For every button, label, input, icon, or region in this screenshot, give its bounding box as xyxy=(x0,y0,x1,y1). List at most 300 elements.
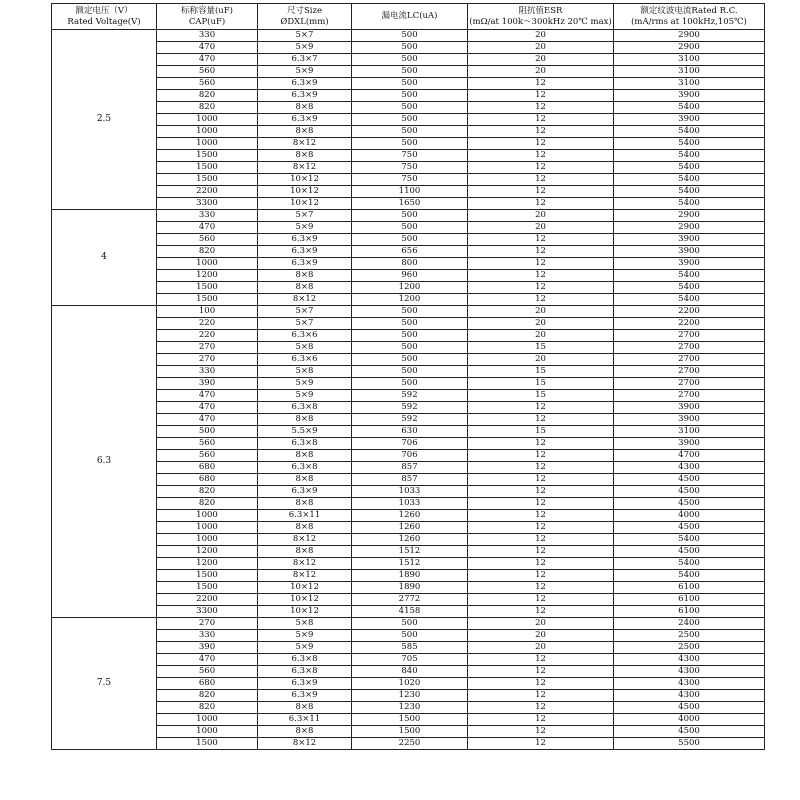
size-cell: 5×8 xyxy=(258,342,352,354)
cap-cell: 1500 xyxy=(157,738,258,750)
table-row xyxy=(52,654,765,666)
table-row xyxy=(52,246,765,258)
esr-cell: 12 xyxy=(468,150,614,162)
cap-cell: 220 xyxy=(157,330,258,342)
lc-cell: 500 xyxy=(352,78,468,90)
lc-cell: 1230 xyxy=(352,702,468,714)
cap-cell: 820 xyxy=(157,246,258,258)
table-row xyxy=(52,294,765,306)
lc-cell: 500 xyxy=(352,318,468,330)
esr-cell: 12 xyxy=(468,438,614,450)
cap-cell: 680 xyxy=(157,462,258,474)
lc-cell: 500 xyxy=(352,42,468,54)
ripple-cell: 5400 xyxy=(614,174,765,186)
size-cell: 8×8 xyxy=(258,498,352,510)
esr-cell: 20 xyxy=(468,30,614,42)
lc-cell: 500 xyxy=(352,234,468,246)
size-cell: 8×8 xyxy=(258,726,352,738)
size-cell: 8×8 xyxy=(258,702,352,714)
lc-cell: 500 xyxy=(352,354,468,366)
lc-cell: 500 xyxy=(352,138,468,150)
cap-cell: 820 xyxy=(157,90,258,102)
cap-cell: 1000 xyxy=(157,522,258,534)
esr-cell: 12 xyxy=(468,246,614,258)
lc-cell: 1500 xyxy=(352,726,468,738)
esr-cell: 12 xyxy=(468,522,614,534)
size-cell: 8×12 xyxy=(258,138,352,150)
lc-cell: 656 xyxy=(352,246,468,258)
esr-cell: 12 xyxy=(468,402,614,414)
table-row xyxy=(52,402,765,414)
esr-cell: 12 xyxy=(468,654,614,666)
cap-cell: 820 xyxy=(157,690,258,702)
esr-cell: 15 xyxy=(468,378,614,390)
table-row xyxy=(52,270,765,282)
table-row xyxy=(52,498,765,510)
lc-cell: 1260 xyxy=(352,510,468,522)
lc-cell: 500 xyxy=(352,378,468,390)
lc-cell: 500 xyxy=(352,126,468,138)
table-row xyxy=(52,78,765,90)
cap-cell: 1000 xyxy=(157,126,258,138)
size-cell: 8×12 xyxy=(258,162,352,174)
size-cell: 5×8 xyxy=(258,618,352,630)
esr-cell: 20 xyxy=(468,42,614,54)
size-cell: 10×12 xyxy=(258,186,352,198)
table-row xyxy=(52,570,765,582)
ripple-cell: 2700 xyxy=(614,330,765,342)
esr-cell: 12 xyxy=(468,606,614,618)
lc-cell: 857 xyxy=(352,474,468,486)
esr-cell: 12 xyxy=(468,114,614,126)
table-row xyxy=(52,114,765,126)
esr-cell: 12 xyxy=(468,162,614,174)
ripple-cell: 5400 xyxy=(614,102,765,114)
size-cell: 5×7 xyxy=(258,210,352,222)
size-cell: 6.3×8 xyxy=(258,438,352,450)
cap-cell: 820 xyxy=(157,702,258,714)
table-row xyxy=(52,546,765,558)
esr-cell: 12 xyxy=(468,258,614,270)
size-cell: 10×12 xyxy=(258,198,352,210)
voltage-cell: 4 xyxy=(52,210,157,306)
esr-cell: 12 xyxy=(468,270,614,282)
ripple-cell: 2900 xyxy=(614,210,765,222)
cap-cell: 3300 xyxy=(157,198,258,210)
table-row xyxy=(52,222,765,234)
table-row xyxy=(52,510,765,522)
ripple-cell: 3900 xyxy=(614,414,765,426)
size-cell: 6.3×6 xyxy=(258,354,352,366)
ripple-cell: 2900 xyxy=(614,30,765,42)
esr-cell: 20 xyxy=(468,618,614,630)
ripple-cell: 2700 xyxy=(614,342,765,354)
cap-cell: 470 xyxy=(157,402,258,414)
ripple-cell: 2900 xyxy=(614,222,765,234)
ripple-cell: 5400 xyxy=(614,270,765,282)
size-cell: 10×12 xyxy=(258,594,352,606)
esr-cell: 12 xyxy=(468,186,614,198)
table-row xyxy=(52,690,765,702)
size-cell: 6.3×9 xyxy=(258,114,352,126)
ripple-cell: 3900 xyxy=(614,246,765,258)
esr-cell: 20 xyxy=(468,642,614,654)
table-row xyxy=(52,198,765,210)
table-row xyxy=(52,330,765,342)
size-cell: 8×12 xyxy=(258,570,352,582)
lc-cell: 592 xyxy=(352,402,468,414)
size-cell: 10×12 xyxy=(258,582,352,594)
table-row xyxy=(52,462,765,474)
cap-cell: 560 xyxy=(157,234,258,246)
table-row xyxy=(52,318,765,330)
ripple-cell: 2900 xyxy=(614,42,765,54)
capacitor-spec-table xyxy=(51,3,765,750)
table-row xyxy=(52,126,765,138)
esr-cell: 20 xyxy=(468,306,614,318)
lc-cell: 500 xyxy=(352,102,468,114)
ripple-cell: 4500 xyxy=(614,474,765,486)
ripple-cell: 2700 xyxy=(614,390,765,402)
size-cell: 5×9 xyxy=(258,630,352,642)
esr-cell: 20 xyxy=(468,330,614,342)
size-cell: 5×9 xyxy=(258,390,352,402)
cap-cell: 820 xyxy=(157,486,258,498)
lc-cell: 706 xyxy=(352,438,468,450)
table-row xyxy=(52,306,765,318)
ripple-cell: 5400 xyxy=(614,186,765,198)
cap-cell: 1000 xyxy=(157,726,258,738)
table-row xyxy=(52,210,765,222)
table-row xyxy=(52,354,765,366)
cap-cell: 390 xyxy=(157,642,258,654)
ripple-cell: 4500 xyxy=(614,702,765,714)
lc-cell: 500 xyxy=(352,618,468,630)
esr-cell: 12 xyxy=(468,702,614,714)
table-row xyxy=(52,54,765,66)
esr-cell: 12 xyxy=(468,474,614,486)
size-cell: 8×8 xyxy=(258,150,352,162)
cap-cell: 560 xyxy=(157,666,258,678)
ripple-cell: 4500 xyxy=(614,486,765,498)
lc-cell: 500 xyxy=(352,90,468,102)
cap-cell: 1500 xyxy=(157,150,258,162)
size-cell: 5.5×9 xyxy=(258,426,352,438)
table-row xyxy=(52,342,765,354)
header-leakage-current: 漏电流LC(uA) xyxy=(352,4,468,30)
ripple-cell: 4300 xyxy=(614,654,765,666)
size-cell: 5×8 xyxy=(258,366,352,378)
table-row xyxy=(52,642,765,654)
table-row xyxy=(52,702,765,714)
esr-cell: 15 xyxy=(468,426,614,438)
lc-cell: 1500 xyxy=(352,714,468,726)
ripple-cell: 4300 xyxy=(614,690,765,702)
ripple-cell: 3100 xyxy=(614,54,765,66)
esr-cell: 12 xyxy=(468,510,614,522)
lc-cell: 1512 xyxy=(352,558,468,570)
cap-cell: 470 xyxy=(157,222,258,234)
size-cell: 5×9 xyxy=(258,42,352,54)
ripple-cell: 3100 xyxy=(614,66,765,78)
ripple-cell: 5400 xyxy=(614,162,765,174)
ripple-cell: 3900 xyxy=(614,258,765,270)
esr-cell: 15 xyxy=(468,366,614,378)
voltage-cell: 2.5 xyxy=(52,30,157,210)
lc-cell: 4158 xyxy=(352,606,468,618)
cap-cell: 330 xyxy=(157,30,258,42)
esr-cell: 12 xyxy=(468,558,614,570)
lc-cell: 2250 xyxy=(352,738,468,750)
table-row xyxy=(52,258,765,270)
lc-cell: 585 xyxy=(352,642,468,654)
lc-cell: 500 xyxy=(352,66,468,78)
esr-cell: 20 xyxy=(468,210,614,222)
size-cell: 8×12 xyxy=(258,558,352,570)
ripple-cell: 6100 xyxy=(614,582,765,594)
ripple-cell: 3900 xyxy=(614,438,765,450)
size-cell: 8×8 xyxy=(258,450,352,462)
table-row xyxy=(52,486,765,498)
cap-cell: 270 xyxy=(157,342,258,354)
cap-cell: 680 xyxy=(157,678,258,690)
lc-cell: 500 xyxy=(352,330,468,342)
size-cell: 8×12 xyxy=(258,294,352,306)
table-row xyxy=(52,630,765,642)
size-cell: 8×8 xyxy=(258,474,352,486)
size-cell: 6.3×7 xyxy=(258,54,352,66)
lc-cell: 1260 xyxy=(352,534,468,546)
cap-cell: 2200 xyxy=(157,186,258,198)
lc-cell: 1100 xyxy=(352,186,468,198)
table-row xyxy=(52,678,765,690)
lc-cell: 1650 xyxy=(352,198,468,210)
ripple-cell: 2200 xyxy=(614,318,765,330)
size-cell: 6.3×9 xyxy=(258,678,352,690)
esr-cell: 20 xyxy=(468,66,614,78)
esr-cell: 12 xyxy=(468,546,614,558)
esr-cell: 12 xyxy=(468,486,614,498)
ripple-cell: 2700 xyxy=(614,378,765,390)
table-row xyxy=(52,390,765,402)
lc-cell: 500 xyxy=(352,222,468,234)
cap-cell: 1200 xyxy=(157,546,258,558)
cap-cell: 820 xyxy=(157,102,258,114)
size-cell: 5×7 xyxy=(258,30,352,42)
cap-cell: 470 xyxy=(157,414,258,426)
table-row xyxy=(52,414,765,426)
cap-cell: 1200 xyxy=(157,270,258,282)
size-cell: 6.3×11 xyxy=(258,714,352,726)
size-cell: 6.3×9 xyxy=(258,486,352,498)
table-row xyxy=(52,450,765,462)
cap-cell: 560 xyxy=(157,450,258,462)
ripple-cell: 5400 xyxy=(614,198,765,210)
cap-cell: 1200 xyxy=(157,558,258,570)
table-row xyxy=(52,234,765,246)
cap-cell: 500 xyxy=(157,426,258,438)
table-row xyxy=(52,186,765,198)
header-esr: 阻抗值ESR (mΩ/at 100k～300kHz 20℃ max) xyxy=(468,4,614,30)
cap-cell: 1000 xyxy=(157,114,258,126)
table-row xyxy=(52,474,765,486)
ripple-cell: 2700 xyxy=(614,366,765,378)
ripple-cell: 2700 xyxy=(614,354,765,366)
lc-cell: 500 xyxy=(352,54,468,66)
voltage-cell: 7.5 xyxy=(52,618,157,750)
size-cell: 8×8 xyxy=(258,522,352,534)
ripple-cell: 5400 xyxy=(614,150,765,162)
cap-cell: 1500 xyxy=(157,294,258,306)
size-cell: 6.3×8 xyxy=(258,666,352,678)
size-cell: 10×12 xyxy=(258,606,352,618)
cap-cell: 470 xyxy=(157,390,258,402)
cap-cell: 270 xyxy=(157,618,258,630)
esr-cell: 12 xyxy=(468,678,614,690)
table-row xyxy=(52,714,765,726)
ripple-cell: 2400 xyxy=(614,618,765,630)
lc-cell: 500 xyxy=(352,210,468,222)
size-cell: 10×12 xyxy=(258,174,352,186)
cap-cell: 330 xyxy=(157,210,258,222)
cap-cell: 1000 xyxy=(157,714,258,726)
size-cell: 6.3×9 xyxy=(258,234,352,246)
ripple-cell: 4300 xyxy=(614,678,765,690)
size-cell: 8×8 xyxy=(258,126,352,138)
ripple-cell: 4000 xyxy=(614,510,765,522)
esr-cell: 12 xyxy=(468,462,614,474)
size-cell: 5×9 xyxy=(258,378,352,390)
size-cell: 8×8 xyxy=(258,102,352,114)
lc-cell: 705 xyxy=(352,654,468,666)
size-cell: 6.3×9 xyxy=(258,78,352,90)
lc-cell: 750 xyxy=(352,174,468,186)
esr-cell: 20 xyxy=(468,222,614,234)
cap-cell: 680 xyxy=(157,474,258,486)
table-row xyxy=(52,282,765,294)
lc-cell: 960 xyxy=(352,270,468,282)
esr-cell: 12 xyxy=(468,450,614,462)
ripple-cell: 5400 xyxy=(614,534,765,546)
lc-cell: 500 xyxy=(352,342,468,354)
esr-cell: 20 xyxy=(468,630,614,642)
table-row xyxy=(52,138,765,150)
ripple-cell: 2500 xyxy=(614,642,765,654)
lc-cell: 1512 xyxy=(352,546,468,558)
ripple-cell: 6100 xyxy=(614,594,765,606)
table-row xyxy=(52,162,765,174)
esr-cell: 12 xyxy=(468,102,614,114)
lc-cell: 1200 xyxy=(352,294,468,306)
header-rated-voltage: 额定电压（V） Rated Voltage(V) xyxy=(52,4,157,30)
ripple-cell: 5400 xyxy=(614,126,765,138)
esr-cell: 12 xyxy=(468,282,614,294)
ripple-cell: 4500 xyxy=(614,726,765,738)
ripple-cell: 3900 xyxy=(614,234,765,246)
ripple-cell: 3100 xyxy=(614,426,765,438)
esr-cell: 20 xyxy=(468,354,614,366)
size-cell: 8×8 xyxy=(258,270,352,282)
size-cell: 5×9 xyxy=(258,66,352,78)
cap-cell: 3300 xyxy=(157,606,258,618)
esr-cell: 12 xyxy=(468,570,614,582)
table-row xyxy=(52,738,765,750)
lc-cell: 1020 xyxy=(352,678,468,690)
esr-cell: 12 xyxy=(468,414,614,426)
size-cell: 6.3×9 xyxy=(258,246,352,258)
ripple-cell: 2200 xyxy=(614,306,765,318)
lc-cell: 1033 xyxy=(352,498,468,510)
size-cell: 5×7 xyxy=(258,318,352,330)
cap-cell: 100 xyxy=(157,306,258,318)
ripple-cell: 3900 xyxy=(614,402,765,414)
lc-cell: 750 xyxy=(352,150,468,162)
cap-cell: 1500 xyxy=(157,282,258,294)
ripple-cell: 4300 xyxy=(614,462,765,474)
table-row xyxy=(52,618,765,630)
lc-cell: 1033 xyxy=(352,486,468,498)
size-cell: 8×8 xyxy=(258,414,352,426)
ripple-cell: 5400 xyxy=(614,138,765,150)
esr-cell: 12 xyxy=(468,714,614,726)
header-capacitance: 标称容量(uF) CAP(uF) xyxy=(157,4,258,30)
cap-cell: 470 xyxy=(157,42,258,54)
table-row xyxy=(52,534,765,546)
size-cell: 5×7 xyxy=(258,306,352,318)
lc-cell: 500 xyxy=(352,114,468,126)
cap-cell: 1500 xyxy=(157,162,258,174)
table-row xyxy=(52,438,765,450)
cap-cell: 270 xyxy=(157,354,258,366)
esr-cell: 12 xyxy=(468,198,614,210)
ripple-cell: 2500 xyxy=(614,630,765,642)
table-row xyxy=(52,366,765,378)
table-row xyxy=(52,582,765,594)
ripple-cell: 5400 xyxy=(614,558,765,570)
ripple-cell: 5400 xyxy=(614,294,765,306)
esr-cell: 12 xyxy=(468,690,614,702)
ripple-cell: 5400 xyxy=(614,282,765,294)
ripple-cell: 6100 xyxy=(614,606,765,618)
ripple-cell: 5400 xyxy=(614,570,765,582)
size-cell: 8×12 xyxy=(258,534,352,546)
cap-cell: 560 xyxy=(157,66,258,78)
table-row xyxy=(52,30,765,42)
cap-cell: 1500 xyxy=(157,582,258,594)
esr-cell: 12 xyxy=(468,138,614,150)
header-ripple-current: 额定纹波电流Rated R.C. (mA/rms at 100kHz,105℃) xyxy=(614,4,765,30)
lc-cell: 706 xyxy=(352,450,468,462)
cap-cell: 1000 xyxy=(157,138,258,150)
ripple-cell: 4000 xyxy=(614,714,765,726)
lc-cell: 1230 xyxy=(352,690,468,702)
cap-cell: 1500 xyxy=(157,570,258,582)
lc-cell: 1890 xyxy=(352,570,468,582)
lc-cell: 500 xyxy=(352,306,468,318)
esr-cell: 12 xyxy=(468,174,614,186)
esr-cell: 12 xyxy=(468,534,614,546)
size-cell: 6.3×9 xyxy=(258,90,352,102)
ripple-cell: 4500 xyxy=(614,522,765,534)
table-row xyxy=(52,42,765,54)
esr-cell: 12 xyxy=(468,666,614,678)
size-cell: 6.3×9 xyxy=(258,690,352,702)
table-row xyxy=(52,522,765,534)
lc-cell: 857 xyxy=(352,462,468,474)
cap-cell: 1000 xyxy=(157,258,258,270)
lc-cell: 840 xyxy=(352,666,468,678)
table-row xyxy=(52,558,765,570)
